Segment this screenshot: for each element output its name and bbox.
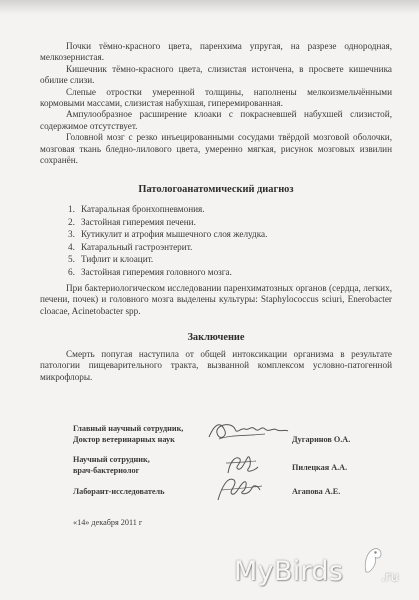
diagnosis-item: 2. Застойная гиперемия печени. (68, 216, 196, 227)
signatory-name-2: Пилецкая А.А. (292, 463, 348, 472)
diagnosis-list (68, 203, 267, 279)
watermark-tld: .ru (381, 570, 399, 585)
signatory-role-2: Научный сотрудник, врач-бактериолог (73, 455, 150, 475)
parrot-icon (358, 544, 384, 574)
signature-3 (212, 474, 266, 504)
diagnosis-title: Патологоанатомический диагноз (138, 184, 294, 195)
paragraph-cloaca: Ампулообразное расширение клоаки с покрасневшей набухшей слизистой, содержимое отсутствует. (40, 109, 392, 131)
document-date: «14» декабря 2011 г (73, 518, 143, 527)
paragraph-caeca: Слепые отростки умеренной толщины, наполнены мелкоизмельчёнными кормовыми массами, слизистая набухшая, гиперемированная. (40, 86, 392, 109)
diagnosis-item: 3. Кутикулит и атрофия мышечного слоя желудка. (68, 229, 268, 240)
paragraph-intestine: Кишечник тёмно-красного цвета, слизистая истончена, в просвете кишечника обилие слизи. (40, 63, 392, 86)
diagnosis-item: 1. Катаральная бронхопневмония. (68, 204, 205, 214)
signatory-role-1: Главный научный сотрудник, Доктор ветеринарных наук (73, 424, 184, 444)
page-shadow (0, 0, 419, 14)
watermark-text: MyBirds (234, 556, 344, 587)
paragraph-brain: Головной мозг с резко инъецированными сосудами твёрдой мозговой оболочки, мозговая ткань бледно-лилового цвета, умеренно мягкая, рисунок мозговых извилин сохранён. (40, 132, 392, 166)
watermark (234, 548, 414, 592)
paragraph-kidneys: Почки тёмно-красного цвета, паренхима упругая, на разрезе однородная, мелкозернистая. (40, 41, 392, 63)
signatory-role-3: Лаборант-исследователь (73, 487, 165, 496)
signatory-name-3: Агапова А.Е. (292, 487, 341, 496)
signatory-name-1: Дугаринов О.А. (292, 435, 351, 444)
findings-text (40, 41, 392, 166)
conclusion-text (40, 349, 392, 383)
paragraph-conclusion: Смерть попугая наступила от общей интоксикации организма в результате патологии пищеварительного тракта, вызванной комплексом условно-патогенной микрофлоры. (40, 349, 392, 382)
signature-1 (205, 417, 290, 445)
diagnosis-item: 6. Застойная гиперемия головного мозга. (68, 266, 232, 277)
diagnosis-item: 5. Тифлит и клоацит. (68, 254, 154, 265)
conclusion-title: Заключение (187, 332, 245, 343)
paragraph-bacteriology: При бактериологическом исследовании паренхиматозных органов (сердца, легких, печени, почек) и головного мозга выделены культуры: Staphylococcus sciuri, Enerobacter cloacae, Acinetobacter spp. (40, 283, 392, 316)
bacteriology-text (40, 283, 392, 317)
diagnosis-item: 4. Катаральный гастроэнтерит. (68, 241, 193, 252)
